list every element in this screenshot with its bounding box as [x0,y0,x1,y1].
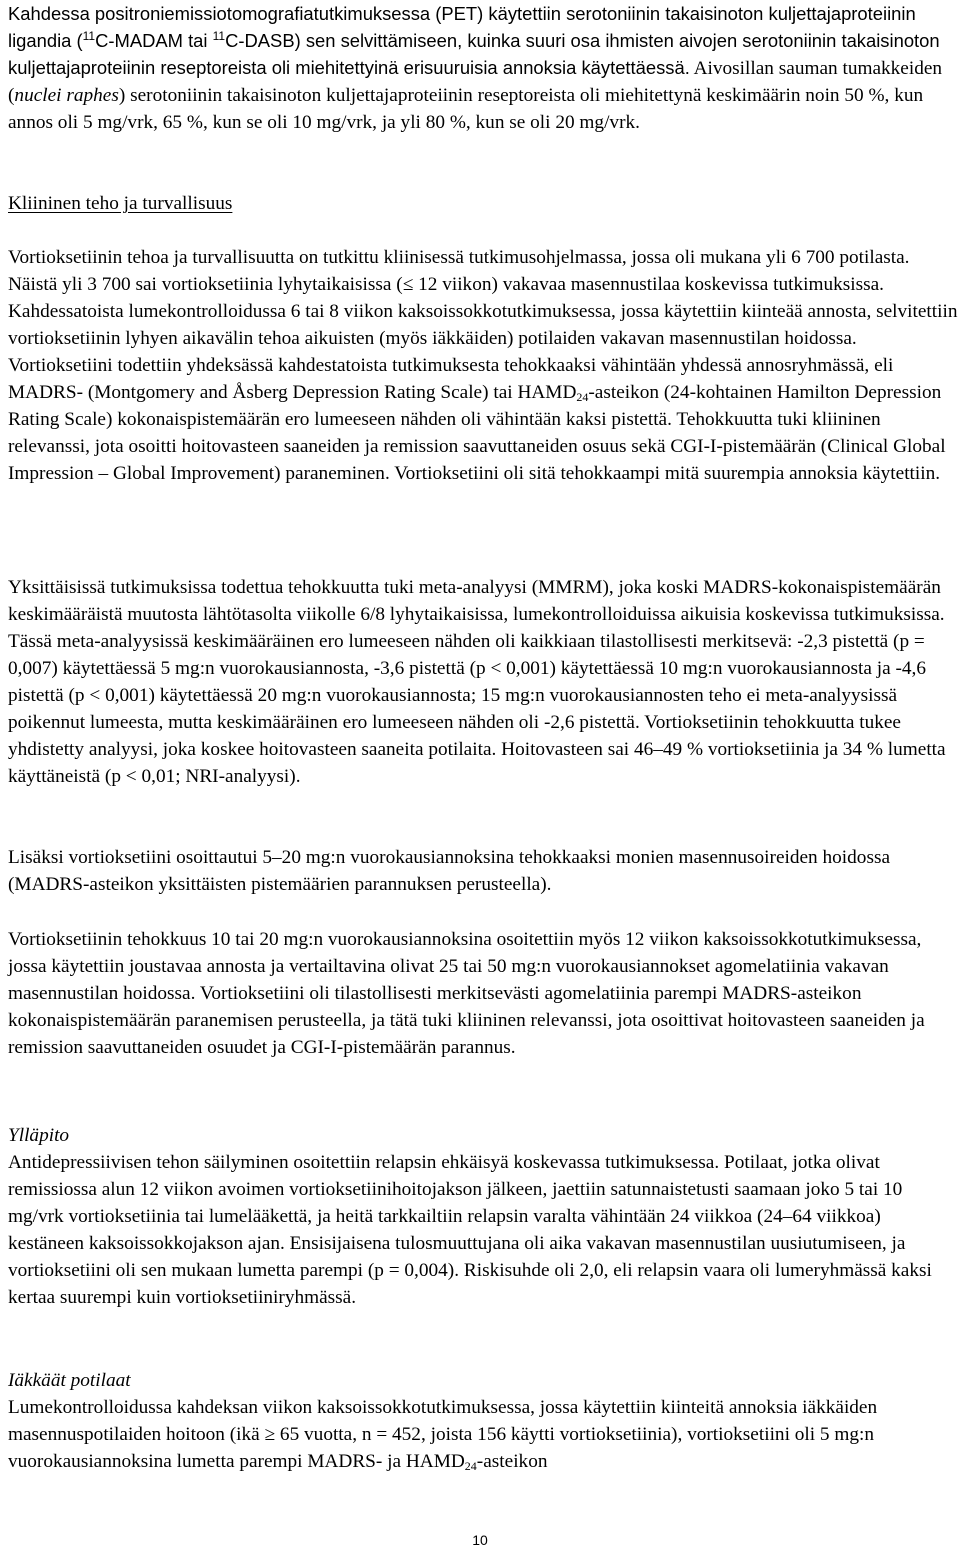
paragraph-agomelatine: Vortioksetiinin tehokkuus 10 tai 20 mg:n vuorokausiannoksina osoitettiin myös 12 viikon kaksoissokkotutkimuksessa, jossa käytettiin joustavaa annosta ja vertailtavina olivat 25 tai 50 mg:n vuorokausiannokset agomelatiinia vakavan masennustilan hoidossa. Vortioksetiini oli tilastollisesti merkitsevästi agomelatiinia parempi MADRS-asteikon kokonaispistemäärän paranemisen perusteella, ja tätä tuki kliininen relevanssi, jota osoittivat hoitovasteen saaneiden ja remission saavuttaneiden osuudet ja CGI-I-pistemäärän parannus. [8,929,925,1058]
paragraph-elderly-study: Lumekontrolloidussa kahdeksan viikon kaksoissokkotutkimuksessa, jossa käytettiin kiinteitä annoksia iäkkäiden masennuspotilaiden hoitoon (ikä ≥ 65 vuotta, n = 452, joista 156 käytti vortioksetiinia), vortioksetiini oli 5 mg:n vuorokausiannoksina lumetta parempi MADRS- ja $HAMD_{24}$-asteikon [8,1397,878,1473]
paragraph-clinical-program: Vortioksetiinin tehoa ja turvallisuutta on tutkittu kliinisessä tutkimusohjelmassa, jossa oli mukana yli 6 700 potilasta. Näistä yli 3 700 sai vortioksetiinia lyhytaikaisissa (≤ 12 viikon) vakavaa masennustilaa koskevissa tutkimuksissa. Kahdessatoista lumekontrolloidussa 6 tai 8 viikon kaksoissokkotutkimuksessa, jossa käytettiin kiinteää annosta, selvitettiin vortioksetiinin lyhyen aikavälin tehoa aikuisten (myös iäkkäiden) potilaiden vakavan masennustilan hoidossa. Vortioksetiini todettiin yhdeksässä kahdestatoista tutkimuksesta tehokkaaksi vähintään yhdessä annosryhmässä, eli MADRS- (Montgomery and Åsberg Depression Rating Scale) tai $HAMD_{24}$-asteikon (24-kohtainen Hamilton Depression Rating Scale) kokonaispistemäärän ero lumeeseen nähden oli vähintään kaksi pistettä. Tehokkuutta tuki kliininen relevanssi, jota osoitti hoitovasteen saaneiden ja remission saavuttaneiden osuus sekä CGI-I-pistemäärän (Clinical Global Impression – Global Improvement) paraneminen. Vortioksetiini oli sitä tehokkaampi mitä suurempia annoksia käytettiin. [8,247,958,484]
pet-sentence: Kahdessa positroniemissiotomografiatutkimuksessa (PET) käytettiin serotoniinin takaisinoton kuljettajaproteiinin ligandia ($^{11}$C-MADAM tai $^{11}$C-DASB) sen selvittämiseen, kuinka suuri osa ihmisten aivojen serotoniinin takaisinoton kuljettajaproteiinin reseptoreista oli miehitettyinä erisuuruisia annoksia käytettäessä. [8,3,940,78]
heading-maintenance: Ylläpito [8,1125,70,1146]
greater-equal-symbol: ≥ [264,1424,276,1445]
raphe-sentence: Aivosillan sauman tumakkeiden (nuclei raphes) serotoniinin takaisinoton kuljettajaproteiinin reseptoreista oli miehitettynä keskimäärin noin 50 %, kun annos oli 5 mg/vrk, 65 %, kun se oli 10 mg/vrk, ja yli 80 %, kun se oli 20 mg/vrk. [8,58,943,133]
paragraph-meta-analysis: Yksittäisissä tutkimuksissa todettua tehokkuutta tuki meta-analyysi (MMRM), joka koski MADRS-kokonaispistemäärän keskimääräistä muutosta lähtötasolta viikolle 6/8 lyhytaikaisissa, lumekontrolloiduissa aikuisia koskevissa tutkimuksissa. Tässä meta-analyysissä keskimääräinen ero lumeeseen nähden oli kaikkiaan tilastollisesti merkitsevä: -2,3 pistettä (p = 0,007) käytettäessä 5 mg:n vuorokausiannosta, -3,6 pistettä (p < 0,001) käytettäessä 10 mg:n vuorokausiannosta ja -4,6 pistettä (p < 0,001) käytettäessä 20 mg:n vuorokausiannosta; 15 mg:n vuorokausiannosten teho ei meta-analyysissä poikennut lumeesta, mutta keskimääräinen ero lumeeseen nähden oli -2,6 pistettä. Vortioksetiinin tehokkuutta tukee yhdistetty analyysi, joka koskee hoitovasteen saaneita potilaita. Hoitovasteen sai 46–49 % vortioksetiinia ja 34 % lumetta käyttäneistä (p < 0,01; NRI-analyysi). [8,577,946,787]
paragraph-relapse-prevention: Antidepressiivisen tehon säilyminen osoitettiin relapsin ehkäisyä koskevassa tutkimuksessa. Potilaat, jotka olivat remissiossa alun 12 viikon avoimen vortioksetiinihoitojakson jälkeen, jaettiin satunnaistetusti saamaan joko 5 tai 10 mg/vrk vortioksetiinia tai lumelääkettä, ja heitä tarkkailtiin relapsin varalta vähintään 24 viikkoa (24–64 viikkoa) kestäneen kaksoissokkojakson ajan. Ensisijaisena tulosmuuttujana oli aika vakavan masennustilan uusiutumiseen, ja vortioksetiini oli sen mukaan lumetta parempi (p = 0,004). Riskisuhde oli 2,0, eli relapsin vaara oli lumeryhmässä kaksi kertaa suurempi kuin vortioksetiiniryhmässä. [8,1152,932,1308]
less-equal-symbol: ≤ [402,274,414,295]
heading-elderly: Iäkkäät potilaat [8,1370,131,1391]
paragraph-symptoms: Lisäksi vortioksetiini osoittautui 5–20 mg:n vuorokausiannoksina tehokkaaksi monien masennusoireiden hoidossa (MADRS-asteikon yksittäisten pistemäärien parannuksen perusteella). [8,847,891,895]
heading-clinical-efficacy: Kliininen teho ja turvallisuus [8,193,233,214]
page-number: 10 [472,1532,488,1548]
paragraph-pet-studies [8,0,958,136]
